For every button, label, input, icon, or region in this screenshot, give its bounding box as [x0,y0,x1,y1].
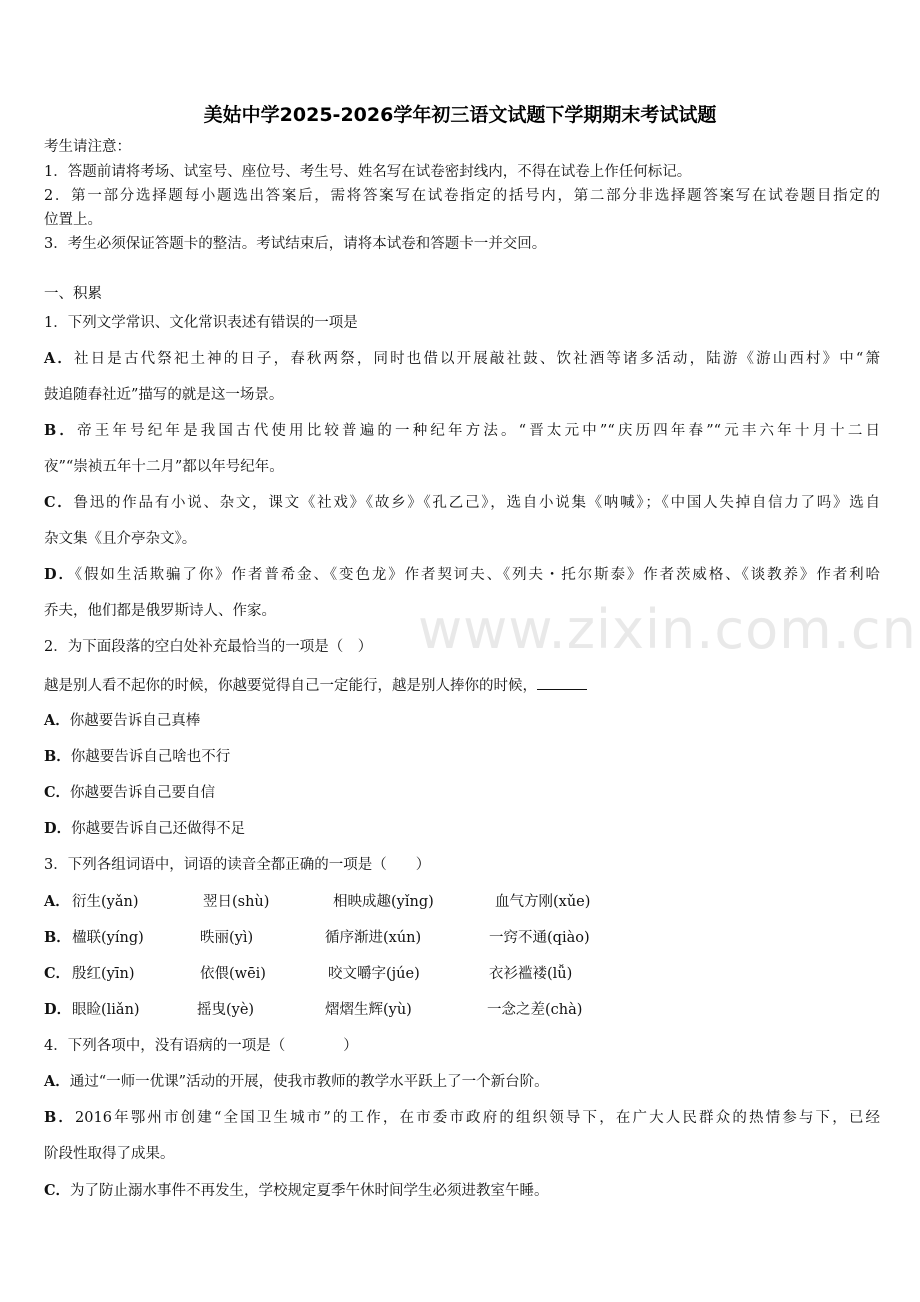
notice-item-2: 2．第一部分选择题每小题选出答案后，需将答案写在试卷指定的括号内，第二部分非选择题答案写在试卷题目指定的 [44,188,880,204]
answer-blank [537,675,587,690]
word-2: 依偎(wēi) [200,966,266,982]
option-letter: A． [44,893,70,910]
section-heading: 一、积累 [44,286,102,302]
question-2-passage [44,675,587,696]
passage-text: 越是别人看不起你的时候，你越要觉得自己一定能行，越是别人捧你的时候， [44,678,537,694]
word-4: 一窍不通(qiào) [489,930,590,946]
question-1-option-b-cont: 夜”“崇祯五年十二月”都以年号纪年。 [44,459,284,475]
option-text: 你越要告诉自己还做得不足 [71,821,246,837]
question-1-option-d-cont: 乔夫，他们都是俄罗斯诗人、作家。 [44,603,276,619]
question-3-stem: 3．下列各组词语中，词语的读音全都正确的一项是（ ） [44,857,431,873]
option-letter: A． [44,712,70,729]
word-4: 衣衫褴褛(lǚ) [489,966,573,982]
question-4-option-b [44,1108,880,1128]
option-letter: B． [44,748,71,765]
word-3: 循序渐进(xún) [325,930,422,946]
option-text: 为了防止溺水事件不再发生，学校规定夏季午休时间学生必须进教室午睡。 [70,1183,549,1199]
option-letter: B． [44,1109,76,1126]
question-1-option-b [44,421,880,441]
option-text: 你越要告诉自己啥也不行 [70,749,231,765]
word-1: 楹联(yíng) [72,930,144,946]
option-letter: C． [44,965,71,982]
question-1-option-a-cont: 鼓追随春社近”描写的就是这一场景。 [44,387,284,403]
question-1-stem: 1．下列文学常识、文化常识表述有错误的一项是 [44,315,358,331]
word-3: 熠熠生辉(yù) [325,1002,412,1018]
notice-heading: 考生请注意： [44,139,131,155]
notice-item-3: 3．考生必须保证答题卡的整洁。考试结束后，请将本试卷和答题卡一并交回。 [44,236,547,252]
word-2: 翌日(shù) [203,894,270,910]
question-4-option-b-cont: 阶段性取得了成果。 [44,1146,175,1162]
option-text: 《假如生活欺骗了你》作者普希金、《变色龙》作者契诃夫、《列夫・托尔斯泰》作者茨威格、《谈教养》作者利哈 [74,567,881,583]
question-2-option-c [44,783,215,803]
question-1-option-c [44,493,880,513]
word-2: 摇曳(yè) [197,1002,255,1018]
option-letter: D． [44,1001,72,1018]
notice-item-2-cont: 位置上。 [44,212,102,228]
question-4-option-a [44,1072,549,1092]
option-text: 鲁迅的作品有小说、杂文，课文《社戏》《故乡》《孔乙己》，选自小说集《呐喊》；《中国人失掉自信力了吗》选自 [73,495,881,511]
word-2: 昳丽(yì) [200,930,254,946]
option-letter: D． [44,820,72,837]
question-1-option-d [44,565,880,585]
question-2-option-d [44,819,245,839]
option-text: 社日是古代祭祀土神的日子，春秋两祭，同时也借以开展敲社鼓、饮社酒等诸多活动，陆游《游山西村》中“箫 [74,351,880,367]
question-4-stem: 4．下列各项中，没有语病的一项是（ ） [44,1038,358,1054]
option-letter: C． [44,784,71,801]
notice-item-1: 1．答题前请将考场、试室号、座位号、考生号、姓名写在试卷密封线内，不得在试卷上作任何标记。 [44,164,692,180]
watermark: www.zixin.com.cn [418,598,917,661]
question-2-option-a [44,711,200,731]
question-1-option-a [44,349,880,369]
option-text: 2016年鄂州市创建“全国卫生城市”的工作，在市委市政府的组织领导下，在广大人民群众的热情参与下，已经 [75,1110,880,1126]
question-1-option-c-cont: 杂文集《且介亭杂文》。 [44,531,197,547]
word-4: 一念之差(chà) [487,1002,583,1018]
option-letter: C． [44,494,74,511]
word-3: 相映成趣(yǐng) [333,894,434,910]
option-letter: D． [44,566,75,583]
page-title: 美姑中学2025-2026学年初三语文试题下学期期末考试试题 [203,104,717,126]
option-text: 你越要告诉自己要自信 [70,785,216,801]
option-text: 通过“一师一优课”活动的开展，使我市教师的教学水平跃上了一个新台阶。 [69,1074,549,1090]
option-letter: C． [44,1182,71,1199]
option-text: 帝王年号纪年是我国古代使用比较普遍的一种纪年方法。“晋太元中”“庆历四年春”“元丰六年十月十二日 [77,423,880,439]
option-text: 你越要告诉自己真棒 [69,713,201,729]
word-4: 血气方刚(xǔe) [495,894,591,910]
word-3: 咬文嚼字(júe) [328,966,420,982]
question-2-stem: 2．为下面段落的空白处补充最恰当的一项是（ ） [44,639,373,655]
option-letter: A． [44,350,75,367]
question-2-option-b [44,747,230,767]
option-letter: A． [44,1073,70,1090]
question-4-option-c [44,1181,549,1201]
option-letter: B． [44,422,78,439]
option-letter: B． [44,929,71,946]
word-1: 眼睑(liǎn) [72,1002,140,1018]
word-1: 殷红(yīn) [72,966,135,982]
word-1: 衍生(yǎn) [72,894,139,910]
